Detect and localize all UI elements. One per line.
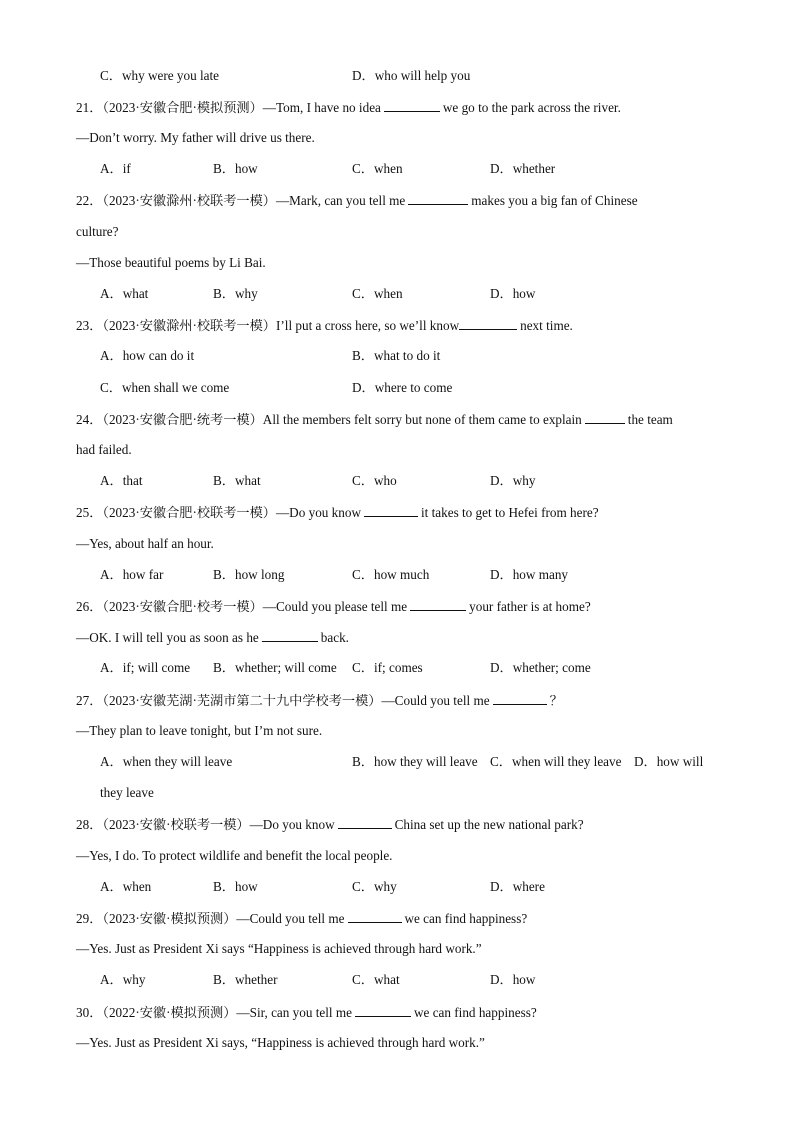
question-24-stem: 24．（2023·安徽合肥·统考一模）All the members felt sorry but none of them came to explain the team (76, 412, 673, 427)
question-22-stem: 22．（2023·安徽滁州·校联考一模）—Mark, can you tell me makes you a big fan of Chinese (76, 193, 638, 208)
option-a: A．when (100, 879, 152, 894)
question-30-reply: —Yes. Just as President Xi says, “Happiness is achieved through hard work.” (76, 1035, 485, 1050)
option-b: B．what (213, 473, 261, 488)
option-d: D．where to come (352, 380, 453, 395)
question-29-stem: 29．（2023·安徽·模拟预测）—Could you tell me we can find happiness? (76, 911, 528, 926)
question-25-stem: 25．（2023·安徽合肥·校联考一模）—Do you know it takes to get to Hefei from here? (76, 505, 599, 520)
option-d: D．why (490, 473, 536, 488)
option-b: B．why (213, 286, 258, 301)
answer-blank (262, 629, 318, 642)
option-a: A．what (100, 286, 149, 301)
question-23-stem: 23．（2023·安徽滁州·校联考一模）I’ll put a cross here, so we’ll know next time. (76, 318, 573, 333)
question-27-reply: —They plan to leave tonight, but I’m not sure. (76, 723, 323, 738)
option-d: D．where (490, 879, 545, 894)
answer-blank (408, 192, 468, 205)
question-22-reply: —Those beautiful poems by Li Bai. (76, 255, 266, 270)
answer-blank (355, 1004, 411, 1017)
question-27-stem: 27．（2023·安徽芜湖·芜湖市第二十九中学校考一模）—Could you tell me ？ (76, 693, 563, 708)
option-c: C．how much (352, 567, 430, 582)
option-a: A．if (100, 161, 131, 176)
option-d: D．who will help you (352, 68, 471, 83)
option-d: D．whether; come (490, 660, 591, 675)
option-d-cont: they leave (100, 785, 154, 800)
option-a: A．if; will come (100, 660, 191, 675)
option-b: B．whether; will come (213, 660, 337, 675)
question-29-reply: —Yes. Just as President Xi says “Happiness is achieved through hard work.” (76, 941, 482, 956)
option-c: C．why were you late (100, 68, 220, 83)
option-b: B．whether (213, 972, 278, 987)
option-a: A．that (100, 473, 143, 488)
option-b: B．how long (213, 567, 285, 582)
option-a: A．how can do it (100, 348, 195, 363)
option-c: C．if; comes (352, 660, 423, 675)
answer-blank (364, 504, 418, 517)
option-d: D．how will (634, 754, 704, 769)
option-c: C．why (352, 879, 397, 894)
option-c: C．when shall we come (100, 380, 230, 395)
answer-blank (348, 910, 402, 923)
option-b: B．how (213, 879, 258, 894)
option-a: A．when they will leave (100, 754, 233, 769)
question-28-stem: 28．（2023·安徽·校联考一模）—Do you know China set up the new national park? (76, 817, 584, 832)
option-d: D．how (490, 972, 536, 987)
option-b: B．how they will leave (352, 754, 478, 769)
option-c: C．who (352, 473, 397, 488)
option-d: D．how many (490, 567, 569, 582)
option-c: C．what (352, 972, 400, 987)
answer-blank (384, 99, 440, 112)
option-c: C．when (352, 286, 403, 301)
question-25-reply: —Yes, about half an hour. (76, 536, 214, 551)
answer-blank (493, 692, 547, 705)
option-a: A．how far (100, 567, 164, 582)
option-a: A．why (100, 972, 146, 987)
answer-blank (459, 317, 517, 330)
question-22-stem-cont: culture? (76, 224, 119, 239)
option-b: B．how (213, 161, 258, 176)
question-26-reply: —OK. I will tell you as soon as he back. (76, 630, 349, 645)
option-b: B．what to do it (352, 348, 441, 363)
question-26-stem: 26．（2023·安徽合肥·校考一模）—Could you please tell me your father is at home? (76, 599, 591, 614)
answer-blank (338, 816, 392, 829)
question-28-reply: —Yes, I do. To protect wildlife and benefit the local people. (76, 848, 393, 863)
answer-blank (410, 598, 466, 611)
question-30-stem: 30．（2022·安徽·模拟预测）—Sir, can you tell me we can find happiness? (76, 1005, 537, 1020)
option-d: D．whether (490, 161, 556, 176)
question-21-stem: 21．（2023·安徽合肥·模拟预测）—Tom, I have no idea we go to the park across the river. (76, 100, 621, 115)
question-21-reply: —Don’t worry. My father will drive us there. (76, 130, 315, 145)
option-c: C．when (352, 161, 403, 176)
question-24-stem-cont: had failed. (76, 442, 132, 457)
option-d: D．how (490, 286, 536, 301)
answer-blank (585, 411, 625, 424)
option-c: C．when will they leave (490, 754, 622, 769)
